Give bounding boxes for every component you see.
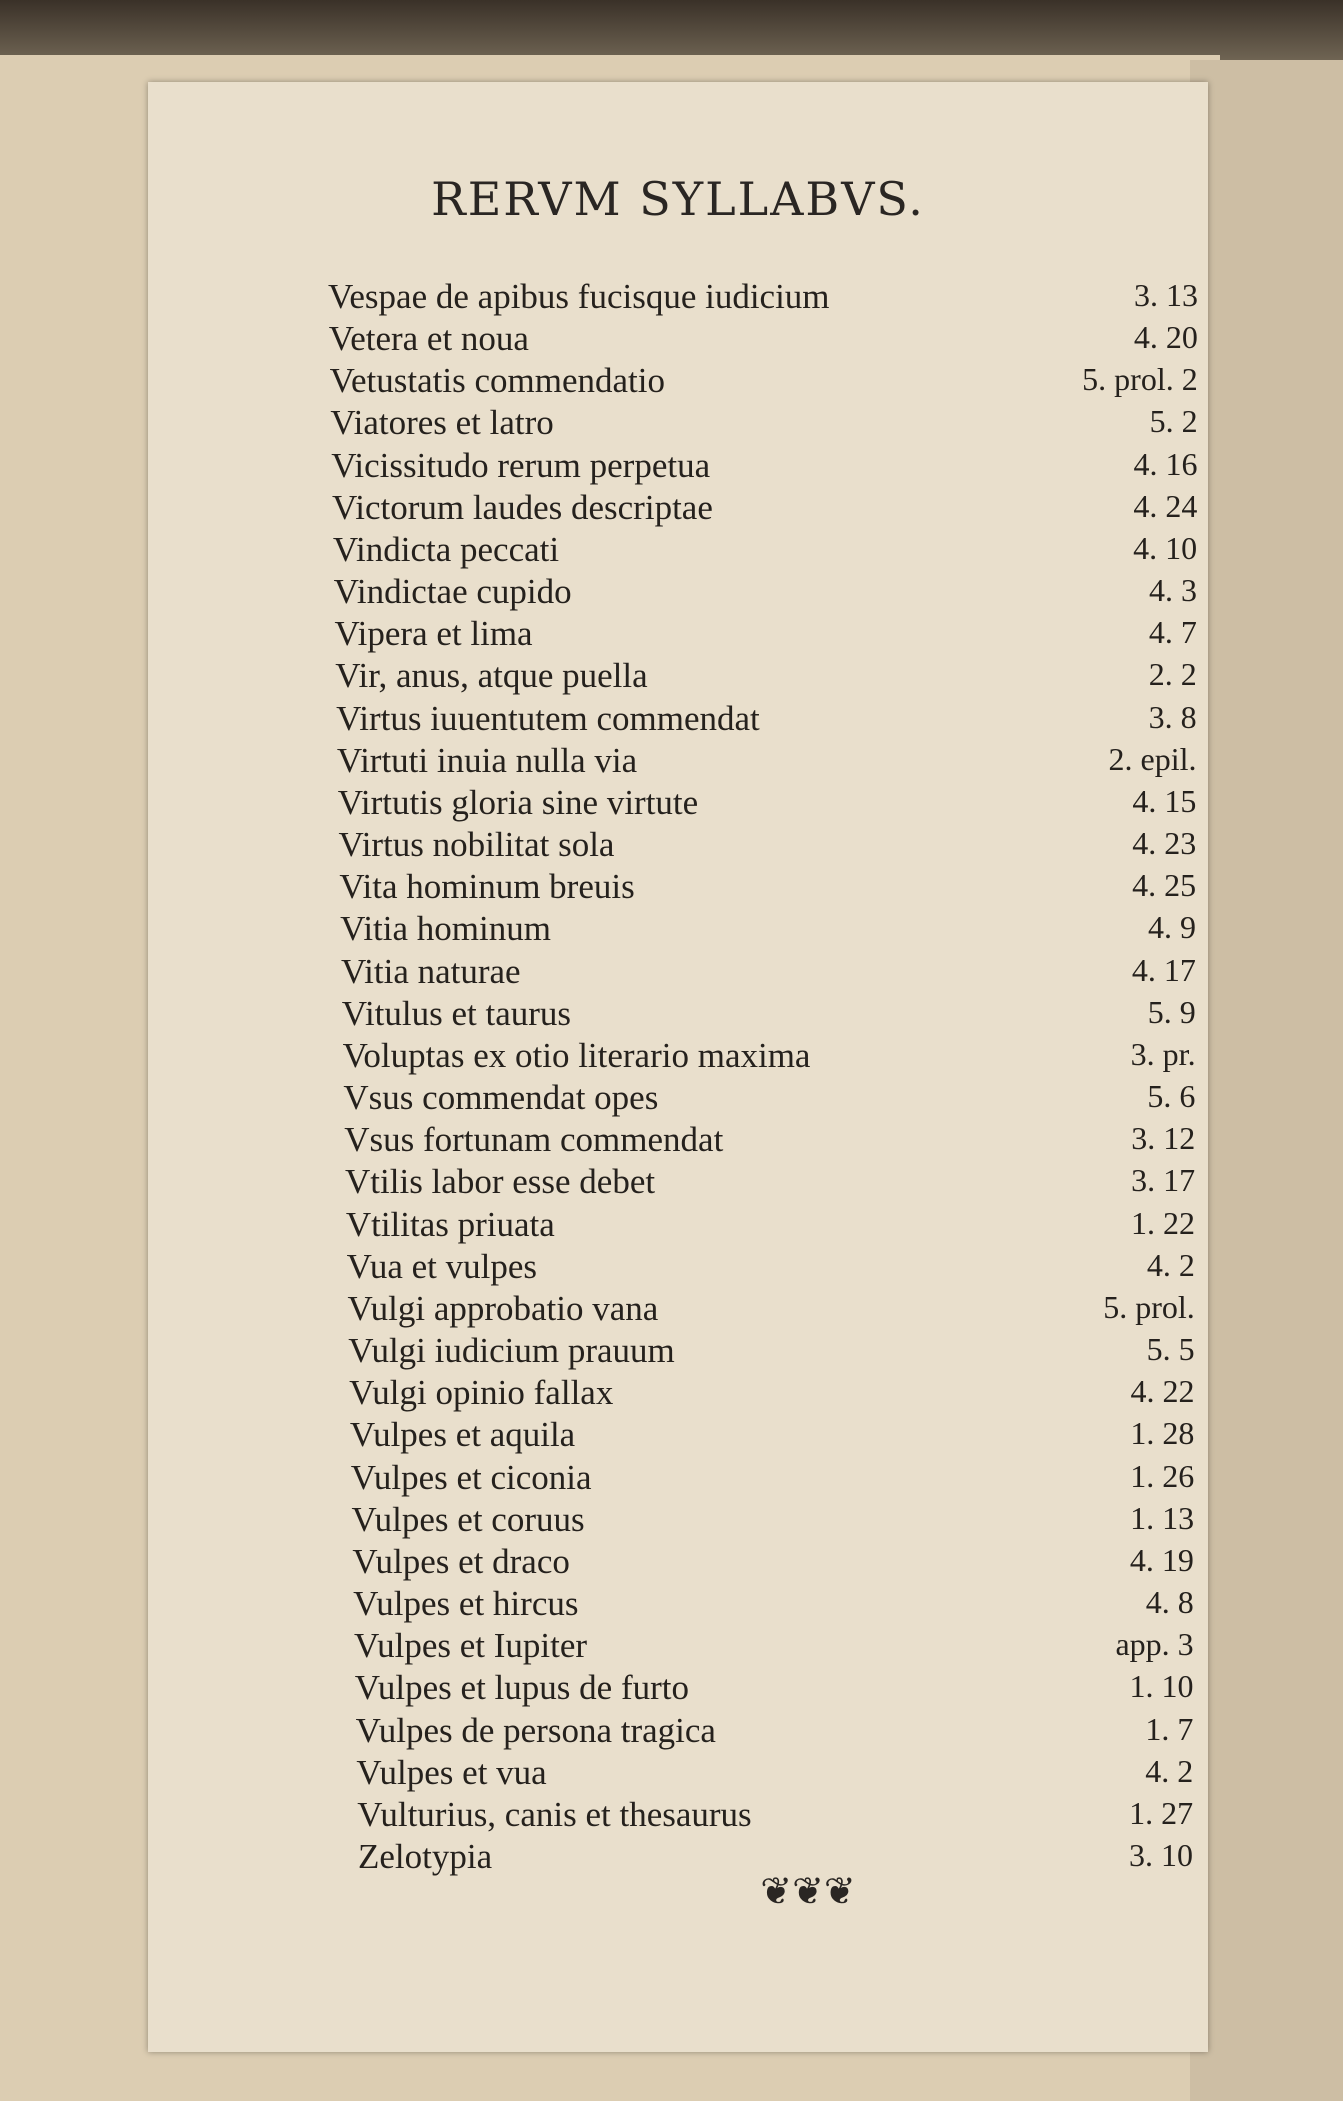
index-entry <box>330 361 1198 401</box>
index-entry-text: Vitia hominum <box>340 909 551 949</box>
index-entry <box>332 488 1197 528</box>
index-entry-text: Virtus nobilitat sola <box>338 825 615 865</box>
index-entry <box>342 994 1196 1034</box>
index-entry <box>347 1247 1195 1287</box>
index-entry-reference: 4. 8 <box>1145 1584 1194 1621</box>
index-entry-text: Vicissitudo rerum perpetua <box>331 445 711 485</box>
index-entry-text: Victorum laudes descriptae <box>332 487 713 527</box>
index-entry <box>331 446 1197 486</box>
index-entry-reference: 5. 5 <box>1146 1331 1195 1368</box>
index-entry <box>343 1036 1196 1076</box>
index-entry-reference: 4. 24 <box>1133 487 1198 524</box>
index-entry <box>334 614 1196 654</box>
index-entry-text: Vsus commendat opes <box>343 1078 659 1118</box>
index-entry-reference: 5. 2 <box>1149 403 1198 440</box>
index-entry <box>352 1500 1195 1540</box>
fleuron-ornament: ❦❦❦ <box>760 1869 856 1913</box>
index-entry-text: Vespae de apibus fucisque iudicium <box>328 277 830 316</box>
index-entry-reference: 3. 13 <box>1134 277 1198 313</box>
index-entry-text: Vua et vulpes <box>346 1246 537 1286</box>
index-entry-reference: 3. 17 <box>1131 1162 1196 1199</box>
index-entry-text: Vir, anus, atque puella <box>335 656 648 696</box>
index-entry-reference: 1. 7 <box>1145 1710 1194 1747</box>
index-entry-text: Vulpes et ciconia <box>350 1457 592 1497</box>
index-entry-text: Viatores et latro <box>330 403 554 443</box>
index-entry <box>346 1205 1195 1245</box>
index-entry-text: Vulpes et hircus <box>353 1584 579 1624</box>
page-title: RERVM SYLLABVS. <box>431 172 925 226</box>
index-entry-reference: 3. 12 <box>1131 1120 1196 1157</box>
index-entry-reference: 4. 23 <box>1132 825 1197 862</box>
index-entry-reference: 3. pr. <box>1130 1035 1196 1072</box>
index-entry <box>337 741 1197 781</box>
index-entry-reference: 4. 15 <box>1132 782 1197 819</box>
index-entry <box>333 530 1197 570</box>
index-entry-reference: 5. prol. 2 <box>1082 361 1198 398</box>
index-entry-text: Vindictae cupido <box>333 572 572 612</box>
index-entry-reference: 4. 10 <box>1133 529 1198 566</box>
index-entry-text: Voluptas ex otio literario maxima <box>342 1035 811 1075</box>
index-entry-text: Vipera et lima <box>334 614 533 654</box>
index-entry-text: Vitulus et taurus <box>341 993 572 1033</box>
index-entry-text: Vulgi approbatio vana <box>347 1288 659 1328</box>
index-entry-text: Vulpes et draco <box>352 1541 570 1581</box>
index-entry <box>356 1711 1194 1751</box>
index-entry-reference: 4. 19 <box>1129 1541 1194 1578</box>
index-entry-text: Vulpes de persona tragica <box>355 1710 716 1750</box>
index-entry <box>345 1162 1195 1202</box>
index-entry-reference: 5. prol. <box>1103 1288 1195 1325</box>
index-entry <box>355 1668 1194 1708</box>
book-top-edge <box>0 0 1343 60</box>
index-entry-reference: 1. 10 <box>1129 1668 1194 1705</box>
index-entry-reference: 2. 2 <box>1148 656 1197 693</box>
index-entry-reference: 4. 22 <box>1130 1373 1195 1410</box>
index-entry <box>343 1078 1195 1118</box>
index-entry-text: Vetustatis commendatio <box>329 361 665 401</box>
document-page <box>148 82 1208 2052</box>
index-entry <box>357 1795 1193 1835</box>
index-entry-reference: 5. 6 <box>1147 1078 1196 1115</box>
index-entry-text: Virtutis gloria sine virtute <box>337 782 699 822</box>
index-entry-text: Virtuti inuia nulla via <box>336 740 638 780</box>
index-entry-text: Vulpes et vua <box>356 1752 547 1792</box>
index-entry-text: Vulturius, canis et thesaurus <box>357 1794 752 1834</box>
index-entry <box>350 1415 1194 1455</box>
index-entry-reference: 2. epil. <box>1108 740 1197 777</box>
index-entry-reference: 4. 2 <box>1145 1752 1194 1789</box>
index-entry-reference: 1. 27 <box>1129 1794 1194 1831</box>
index-entry <box>348 1331 1194 1371</box>
index-entry-reference: 4. 17 <box>1131 951 1196 988</box>
index-entry <box>338 783 1197 823</box>
index-entry-text: Vulgi opinio fallax <box>349 1373 614 1413</box>
index-entry-reference: app. 3 <box>1115 1626 1194 1663</box>
index-entry-text: Vulpes et coruus <box>351 1499 585 1539</box>
index-entry <box>347 1289 1194 1329</box>
index-entry <box>339 867 1196 907</box>
index-entry <box>352 1542 1194 1582</box>
index-entry-text: Vita hominum breuis <box>339 867 635 907</box>
index-entry <box>356 1753 1193 1793</box>
index-entry <box>328 277 1198 317</box>
index-entry-text: Vtilitas priuata <box>345 1204 555 1244</box>
index-entry <box>344 1120 1195 1160</box>
index-entry-text: Vindicta peccati <box>332 529 560 569</box>
index-entry <box>330 403 1197 443</box>
index-entry <box>349 1373 1194 1413</box>
index-entry <box>353 1584 1194 1624</box>
index-entry-reference: 4. 20 <box>1133 319 1198 356</box>
index-entry-text: Vulpes et aquila <box>349 1415 576 1455</box>
index-entry <box>351 1458 1195 1498</box>
index-entry-text: Vitia naturae <box>340 951 521 991</box>
index-entry <box>334 572 1197 612</box>
index-entry-reference: 1. 13 <box>1130 1499 1195 1536</box>
index-entry-text: Vulgi iudicium prauum <box>348 1331 675 1371</box>
index-entry-text: Vetera et noua <box>328 319 529 359</box>
index-entry-reference: 4. 2 <box>1146 1246 1195 1283</box>
index-entry-reference: 3. 10 <box>1129 1837 1193 1873</box>
index-entry-reference: 4. 9 <box>1147 909 1196 946</box>
index-entry-reference: 4. 16 <box>1133 445 1198 482</box>
index-entry-reference: 4. 3 <box>1149 572 1198 609</box>
index-entry <box>329 319 1198 359</box>
index-entry <box>340 909 1196 949</box>
index-entry-reference: 1. 28 <box>1130 1415 1195 1452</box>
index-entry-reference: 4. 25 <box>1132 867 1197 904</box>
index-entry-reference: 1. 22 <box>1131 1204 1196 1241</box>
index-entry-text: Vtilis labor esse debet <box>345 1162 656 1202</box>
index-entry <box>339 825 1197 865</box>
index-entry-text: Zelotypia <box>358 1837 493 1876</box>
index-entry <box>335 656 1196 696</box>
index-entry-text: Vsus fortunam commendat <box>344 1120 724 1160</box>
index-entry-reference: 4. 7 <box>1148 614 1197 651</box>
index-entry-reference: 5. 9 <box>1147 993 1196 1030</box>
index-entry-text: Virtus iuuentutem commendat <box>336 698 760 738</box>
index-entry <box>354 1626 1194 1666</box>
book-next-page-edge <box>1190 60 1343 2101</box>
index-entry-text: Vulpes et Iupiter <box>353 1626 588 1666</box>
index-entry-reference: 1. 26 <box>1130 1457 1195 1494</box>
index-entry-text: Vulpes et lupus de furto <box>354 1668 689 1708</box>
index-entry <box>336 699 1197 739</box>
index-entry <box>341 952 1196 992</box>
index-entry-reference: 3. 8 <box>1148 698 1197 735</box>
